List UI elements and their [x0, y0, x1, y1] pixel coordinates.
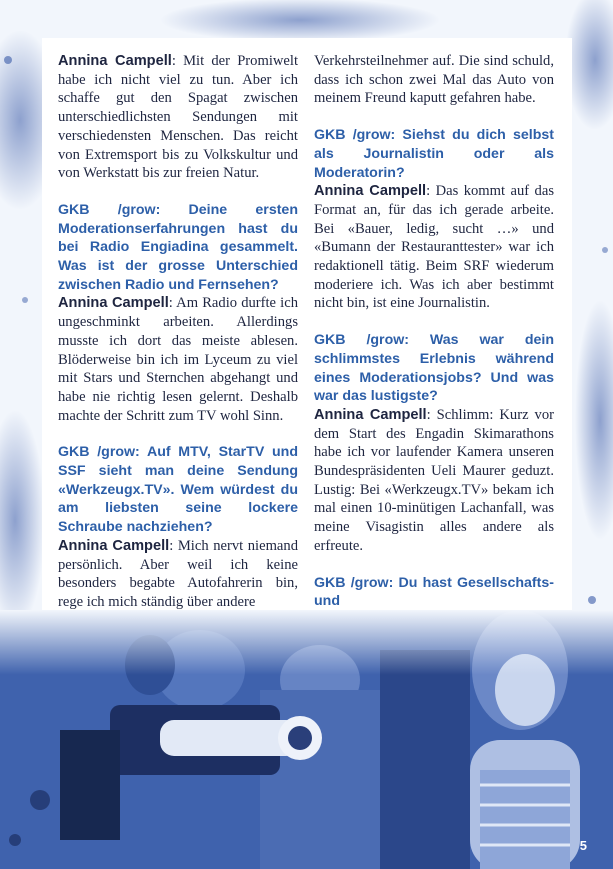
page-number: 5 — [579, 838, 587, 853]
interview-answer — [314, 182, 554, 313]
answer-text: : Am Radio durfte ich ungeschminkt arbeiten. Allerdings musste ich dort das meiste ablesen. Blöderweise bin ich im Lyceum zu viel mit Stars und Sternchen abgehangt und habe nie richtig lesen gelernt. Deshalb machte der Schritt zum TV wohl Sinn. — [58, 295, 298, 424]
event-photo — [0, 610, 613, 869]
interview-question — [58, 443, 298, 537]
right-column — [314, 52, 554, 648]
speaker-name: Annina Campell — [58, 537, 170, 554]
speaker-name: Annina Campell — [314, 406, 427, 423]
interview-question — [314, 331, 554, 406]
interview-answer — [314, 406, 554, 556]
answer-text: : Mit der Promiwelt habe ich nicht viel zu tun. Aber ich schaffe gut den Spagat zwischen unterschiedlichsten Sendungen mit verschiedensten Menschen. Das reicht von Extremsport bis zu Volkskultur und von Werkstatt bis zur freien Natur. — [58, 53, 298, 182]
left-column — [58, 52, 298, 612]
answer-text: Verkehrsteilnehmer auf. Die sind schuld, dass ich schon zwei Mal das Auto von meinem Freund kaputt gefahren habe. — [314, 53, 554, 107]
speaker-name: Annina Campell — [58, 295, 169, 312]
answer-text: : Mich nervt niemand persönlich. Aber weil ich keine besonders begabte Autofahrerin bin, rege ich mich ständig über andere — [58, 537, 298, 610]
answer-text: : Das kommt auf das Format an, für das ich gerade arbeite. Bei «Bauer, ledig, sucht …» und «Bumann der Restauranttester» war ich redaktionell tätig. Beim SRF wiederum moderiere ich. Was ich aber bestimmt nicht bin, ist eine Journalistin. — [314, 183, 554, 312]
answer-text: : Schlimm: Kurz vor dem Start des Engadin Skimarathons habe ich vor laufender Kamera unseren Bundespräsidenten Ueli Maurer geduzt. Lustig: Bei «Werkzeugx.TV» bekam ich mal einen 10-minütigen Lachanfall, was meine Visagistin alles andere als erfreute. — [314, 406, 555, 554]
speaker-name: Annina Campell — [58, 53, 172, 69]
answer-continuation — [314, 52, 554, 108]
interview-question — [58, 201, 298, 295]
interview-answer — [58, 294, 298, 425]
question-text: GKB /grow: Was war dein schlimmstes Erlebnis während eines Moderationsjobs? Und was war das lustigste? — [314, 332, 554, 405]
interview-answer — [58, 52, 298, 183]
interview-question — [314, 126, 554, 182]
speaker-name: Annina Campell — [314, 183, 427, 200]
question-text: GKB /grow: Auf MTV, StarTV und SSF sieht man deine Sendung «Werkzeugx.TV». Wem würdest du am liebsten seine lockere Schraube nachziehen? — [58, 444, 298, 536]
question-text: GKB /grow: Du hast Gesellschafts- und — [314, 574, 554, 610]
question-text: GKB /grow: Deine ersten Moderationserfahrungen hast du bei Radio Engiadina gesammelt. Was ist der grosse Unterschied zwischen Radio und Fernsehen? — [58, 201, 298, 293]
interview-answer — [58, 537, 298, 612]
question-text: GKB /grow: Siehst du dich selbst als Journalistin oder als Moderatorin? — [314, 127, 554, 181]
